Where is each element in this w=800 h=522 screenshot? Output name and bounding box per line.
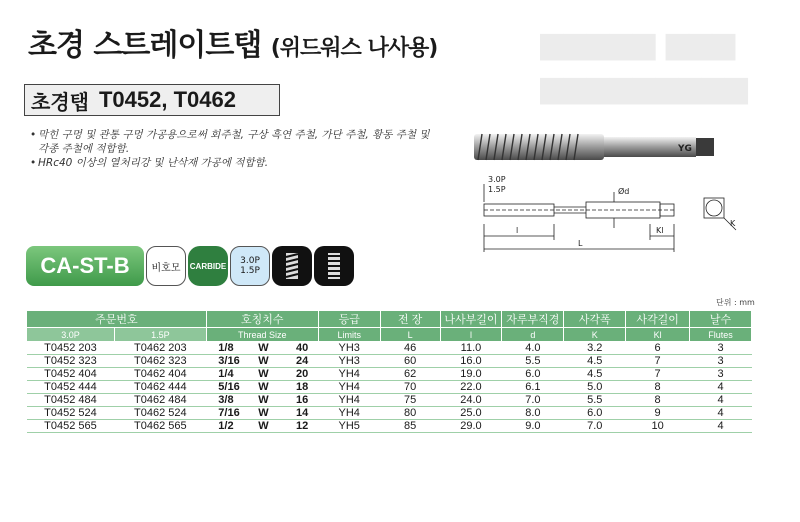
cell-flutes: 4: [690, 407, 752, 420]
size-value: 1/2: [218, 420, 234, 432]
table-row: [27, 420, 752, 433]
size-value: 3/8: [218, 394, 234, 406]
size-tpi: 14: [296, 407, 309, 419]
cell-flutes: 4: [690, 394, 752, 407]
table-row: [27, 355, 752, 368]
cell-order-3p: T0452 323: [27, 355, 115, 368]
header-shank: 자루부직경: [502, 311, 564, 328]
cell-flutes: 3: [690, 342, 752, 355]
cell-square: 7.0: [564, 420, 626, 433]
cell-order-15p: T0462 484: [114, 394, 206, 407]
cell-thread-length: 24.0: [440, 394, 502, 407]
cell-order-15p: T0462 565: [114, 420, 206, 433]
cell-shank: 9.0: [502, 420, 564, 433]
cell-grade: YH3: [318, 355, 380, 368]
table-row: [27, 394, 752, 407]
cell-order-15p: T0462 444: [114, 381, 206, 394]
cell-order-15p: T0462 524: [114, 407, 206, 420]
cell-square: 5.5: [564, 394, 626, 407]
header-square-length: 사각길이: [626, 311, 690, 328]
cell-order-3p: T0452 484: [27, 394, 115, 407]
table-row: [27, 407, 752, 420]
cell-size: [206, 381, 318, 394]
cell-square-length: 10: [626, 420, 690, 433]
cell-length: 80: [380, 407, 440, 420]
size-value: 3/16: [218, 355, 240, 367]
cell-length: 85: [380, 420, 440, 433]
feature-item: • 막힌 구멍 및 관통 구멍 가공용으로써 회주철, 구상 흑연 주철, 가단 주철, 황동 주철 및 각종 주철에 적합함.: [30, 128, 430, 156]
size-w: W: [258, 420, 269, 432]
header-thread-length-en: l: [440, 328, 502, 342]
cell-shank: 6.1: [502, 381, 564, 394]
header-order: 주문번호: [27, 311, 207, 328]
size-w: W: [258, 407, 269, 419]
cell-length: 62: [380, 368, 440, 381]
cell-flutes: 3: [690, 355, 752, 368]
header-size-en: Thread Size: [206, 328, 318, 342]
tap-image: [468, 126, 718, 166]
thread-type-icon: [272, 246, 312, 286]
pitch1-label: 3.0P: [488, 175, 506, 184]
cell-order-15p: T0462 203: [114, 342, 206, 355]
cell-square: 3.2: [564, 342, 626, 355]
header-thread-length: 나사부길이: [440, 311, 502, 328]
cell-square-length: 9: [626, 407, 690, 420]
background-watermark: ▆▆▆▆▆ ▆▆▆ ▆▆▆▆▆▆▆▆▆: [540, 26, 748, 105]
header-flutes: 날수: [690, 311, 752, 328]
pitch-badge: [230, 246, 270, 286]
cell-flutes: 4: [690, 381, 752, 394]
header-grade-en: Limits: [318, 328, 380, 342]
cell-grade: YH3: [318, 342, 380, 355]
cell-square-length: 8: [626, 381, 690, 394]
size-tpi: 18: [296, 381, 309, 393]
size-value: 1/4: [218, 368, 234, 380]
cell-square: 5.0: [564, 381, 626, 394]
size-value: 7/16: [218, 407, 240, 419]
cell-thread-length: 29.0: [440, 420, 502, 433]
header-grade: 등급: [318, 311, 380, 328]
table-row: [27, 342, 752, 355]
brand-mark: YG: [678, 144, 692, 154]
cell-order-15p: T0462 404: [114, 368, 206, 381]
cell-order-3p: T0452 203: [27, 342, 115, 355]
model-codes: T0452, T0462: [98, 87, 236, 112]
cell-flutes: 4: [690, 420, 752, 433]
model-box: [24, 84, 280, 116]
dimension-drawing: [468, 174, 778, 264]
cell-square-length: 6: [626, 342, 690, 355]
cell-shank: 7.0: [502, 394, 564, 407]
cell-size: [206, 394, 318, 407]
model-label: 초경탭: [31, 89, 89, 114]
header-order-15p: 1.5P: [114, 328, 206, 342]
size-tpi: 40: [296, 342, 309, 354]
cell-size: [206, 407, 318, 420]
header-flutes-en: Flutes: [690, 328, 752, 342]
thread-length-label: l: [516, 226, 519, 235]
spec-table: [26, 310, 752, 433]
cell-grade: YH4: [318, 368, 380, 381]
header-square: 사각폭: [564, 311, 626, 328]
cell-thread-length: 16.0: [440, 355, 502, 368]
cell-size: [206, 368, 318, 381]
cell-order-3p: T0452 444: [27, 381, 115, 394]
cell-grade: YH4: [318, 394, 380, 407]
cell-square-length: 7: [626, 368, 690, 381]
cell-size: [206, 342, 318, 355]
cell-thread-length: 19.0: [440, 368, 502, 381]
diameter-label: Ød: [618, 187, 630, 196]
pitch2-label: 1.5P: [488, 185, 506, 194]
cell-thread-length: 11.0: [440, 342, 502, 355]
cell-order-3p: T0452 565: [27, 420, 115, 433]
size-w: W: [258, 394, 269, 406]
size-tpi: 24: [296, 355, 309, 367]
pitch-badge-2: 1.5P: [240, 266, 260, 276]
size-value: 1/8: [218, 342, 234, 354]
header-length-en: L: [380, 328, 440, 342]
header-square-length-en: Kl: [626, 328, 690, 342]
header-order-3p: 3.0P: [27, 328, 115, 342]
cell-size: [206, 420, 318, 433]
straight-flute-icon: [314, 246, 354, 286]
cell-flutes: 3: [690, 368, 752, 381]
cell-length: 46: [380, 342, 440, 355]
header-square-en: K: [564, 328, 626, 342]
cell-thread-length: 25.0: [440, 407, 502, 420]
cell-shank: 5.5: [502, 355, 564, 368]
cell-length: 60: [380, 355, 440, 368]
pitch-badge-1: 3.0P: [240, 256, 260, 266]
size-tpi: 16: [296, 394, 309, 406]
cell-square: 6.0: [564, 407, 626, 420]
size-w: W: [258, 342, 269, 354]
table-row: [27, 381, 752, 394]
coating-badge: 비호모: [146, 246, 186, 286]
title-main: 초경 스트레이트탭: [28, 28, 262, 63]
cell-order-15p: T0462 323: [114, 355, 206, 368]
cell-square-length: 7: [626, 355, 690, 368]
total-length-label: L: [578, 239, 583, 248]
title-sub: (위드워스 나사용): [270, 36, 438, 61]
feature-item: • HRc40 이상의 열처리강 및 난삭재 가공에 적합함.: [30, 156, 430, 170]
cell-thread-length: 22.0: [440, 381, 502, 394]
size-tpi: 12: [296, 420, 309, 432]
feature-list: [30, 128, 430, 170]
size-value: 5/16: [218, 381, 240, 393]
cell-grade: YH5: [318, 420, 380, 433]
cell-shank: 6.0: [502, 368, 564, 381]
size-w: W: [258, 381, 269, 393]
cell-square-length: 8: [626, 394, 690, 407]
size-w: W: [258, 355, 269, 367]
header-shank-en: d: [502, 328, 564, 342]
header-length: 전 장: [380, 311, 440, 328]
size-w: W: [258, 368, 269, 380]
size-tpi: 20: [296, 368, 309, 380]
cell-order-3p: T0452 524: [27, 407, 115, 420]
cell-length: 75: [380, 394, 440, 407]
cell-order-3p: T0452 404: [27, 368, 115, 381]
unit-note: 단위 : mm: [716, 298, 755, 307]
series-badge: CA-ST-B: [26, 246, 144, 286]
cell-grade: YH4: [318, 381, 380, 394]
cell-size: [206, 355, 318, 368]
square-width-label: K: [730, 219, 736, 228]
table-row: [27, 368, 752, 381]
cell-square: 4.5: [564, 368, 626, 381]
cell-grade: YH4: [318, 407, 380, 420]
header-size: 호칭치수: [206, 311, 318, 328]
page-title: [28, 20, 437, 64]
square-length-label: Kl: [656, 226, 664, 235]
carbide-badge: CARBIDE: [188, 246, 228, 286]
cell-square: 4.5: [564, 355, 626, 368]
cell-length: 70: [380, 381, 440, 394]
cell-shank: 8.0: [502, 407, 564, 420]
cell-shank: 4.0: [502, 342, 564, 355]
